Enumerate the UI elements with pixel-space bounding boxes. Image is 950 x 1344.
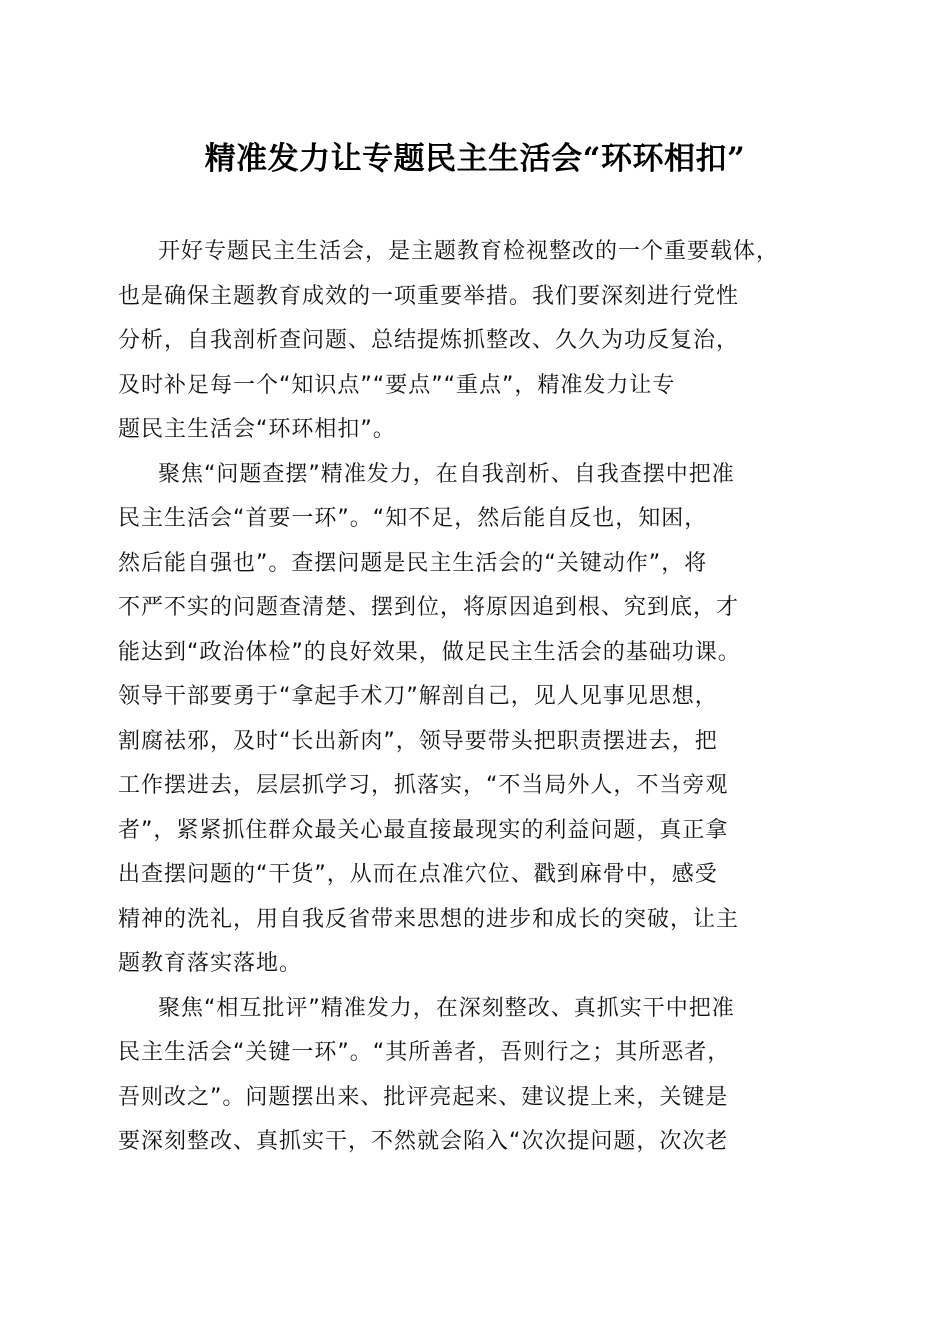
paragraph-line: 题教育落实落地。: [118, 951, 303, 976]
paragraph-line: 开好专题民主生活会，是主题教育检视整改的一个重要载体，: [158, 239, 780, 264]
paragraph-line: 聚焦“相互批评”精准发力，在深刻整改、真抓实干中把准: [158, 995, 735, 1021]
paragraph-line: 民主生活会“关键一环”。“其所善者，吾则行之；其所恶者，: [118, 1040, 731, 1065]
paragraph-line: 割腐祛邪，及时“长出新肉”，领导要带头把职责摆进去，把: [118, 728, 718, 754]
paragraph-line: 出查摆问题的“干货”，从而在点准穴位、戳到麻骨中，感受: [118, 862, 718, 887]
paragraph-line: 要深刻整改、真抓实干，不然就会陷入“次次提问题，次次老: [118, 1129, 729, 1154]
paragraph-line: 及时补足每一个“知识点”“要点”“重点”，精准发力让专: [118, 372, 676, 398]
paragraph-2: [118, 453, 834, 987]
document-body: [118, 230, 834, 1165]
paragraph-line: 能达到“政治体检”的良好效果，做足民主生活会的基础功课。: [118, 639, 741, 665]
paragraph-line: 领导干部要勇于“拿起手术刀”解剖自己，见人见事见思想，: [118, 684, 718, 709]
document-title: 精准发力让专题民主生活会“环环相扣”: [204, 141, 746, 177]
paragraph-3: [118, 987, 834, 1165]
paragraph-line: 也是确保主题教育成效的一项重要举措。我们要深刻进行党性: [118, 283, 740, 309]
paragraph-line: 精神的洗礼，用自我反省带来思想的进步和成长的突破，让主: [118, 906, 740, 932]
paragraph-line: 题民主生活会“环环相扣”。: [118, 417, 396, 442]
paragraph-line: 者”，紧紧抓住群众最关心最直接最现实的利益问题，真正拿: [118, 817, 729, 843]
paragraph-line: 工作摆进去，层层抓学习，抓落实，“不当局外人，不当旁观: [118, 773, 729, 798]
paragraph-line: 吾则改之”。问题摆出来、批评亮起来、建议提上来，关键是: [118, 1084, 729, 1110]
paragraph-line: 不严不实的问题查清楚、摆到位，将原因追到根、究到底，才: [118, 595, 740, 620]
paragraph-line: 分析，自我剖析查问题、总结提炼抓整改、久久为功反复治，: [118, 328, 740, 353]
paragraph-line: 然后能自强也”。查摆问题是民主生活会的“关键动作”，将: [118, 550, 708, 576]
paragraph-1: [118, 230, 834, 453]
paragraph-line: 民主生活会“首要一环”。“知不足，然后能自反也，知困，: [118, 506, 708, 531]
paragraph-line: 聚焦“问题查摆”精准发力，在自我剖析、自我查摆中把准: [158, 461, 735, 487]
